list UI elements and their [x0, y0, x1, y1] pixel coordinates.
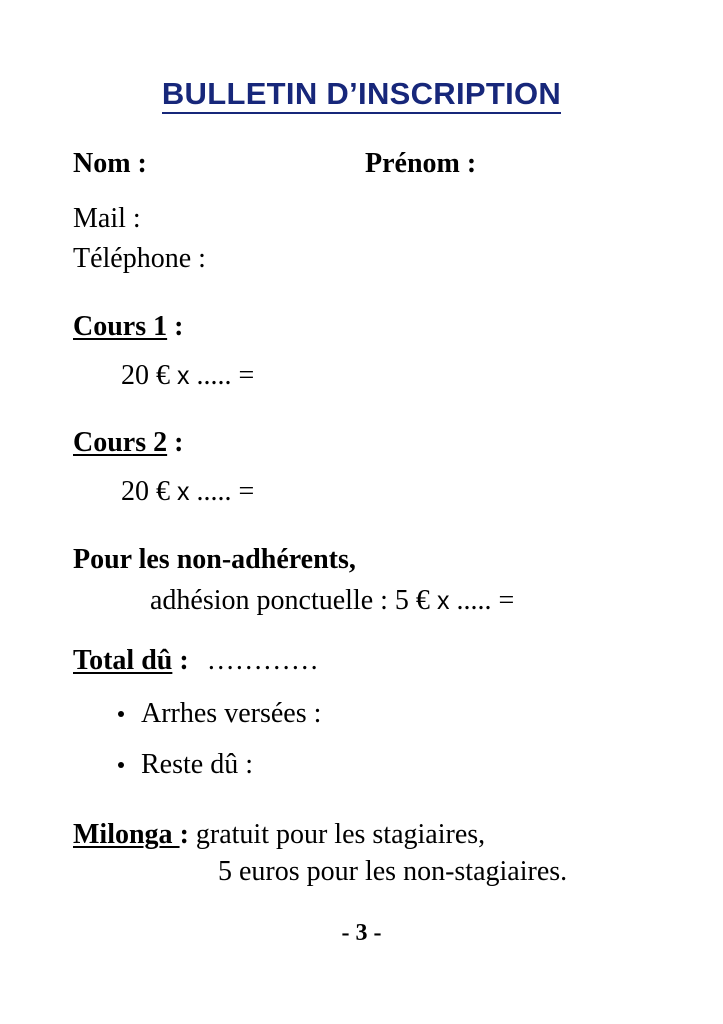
- total-dots: …………: [206, 645, 319, 676]
- cours2-line: [121, 475, 254, 509]
- milonga-line: [73, 818, 485, 852]
- nom-label: Nom :: [73, 148, 147, 179]
- payment-arrhes: Arrhes versées :: [141, 698, 322, 729]
- cours1-label: Cours 1: [73, 311, 168, 342]
- cours1-rest: ..... =: [189, 360, 255, 391]
- page-title: [0, 76, 723, 112]
- cours1-price: 20 €: [121, 360, 177, 391]
- milonga-label: Milonga: [73, 819, 180, 850]
- total-colon: :: [172, 645, 189, 676]
- cours2-heading: [73, 426, 183, 460]
- cours2-colon: :: [167, 427, 184, 458]
- total-label: Total dû: [73, 645, 173, 676]
- page-number: - 3 -: [341, 920, 382, 946]
- mail-label: Mail :: [73, 203, 141, 234]
- milonga-line1: gratuit pour les stagiaires,: [188, 819, 486, 850]
- bullet-icon: [118, 762, 124, 768]
- cours1-colon: :: [167, 311, 184, 342]
- bullet-icon: [118, 711, 124, 717]
- milonga-colon: :: [179, 819, 189, 850]
- cours2-price: 20 €: [121, 476, 177, 507]
- payment-item: [118, 748, 253, 782]
- cours1-heading: [73, 310, 183, 344]
- cours2-label: Cours 2: [73, 427, 168, 458]
- page-title-text: BULLETIN D’INSCRIPTION: [162, 76, 561, 114]
- adhesion-line: [150, 584, 514, 618]
- payment-reste: Reste dû :: [141, 749, 253, 780]
- payment-item: [118, 697, 321, 731]
- adhesion-rest: ..... =: [449, 585, 515, 616]
- prenom-label: Prénom :: [365, 148, 477, 179]
- total-line: [73, 644, 319, 678]
- cours1-line: [121, 359, 254, 393]
- cours2-rest: ..... =: [189, 476, 255, 507]
- non-adherents-heading: Pour les non-adhérents,: [73, 544, 356, 575]
- cours1-x: x: [177, 362, 190, 390]
- milonga-line2: 5 euros pour les non-stagiaires.: [218, 856, 568, 887]
- adhesion-x: x: [436, 587, 450, 615]
- adhesion-price: adhésion ponctuelle : 5 €: [150, 585, 437, 616]
- cours2-x: x: [177, 478, 190, 506]
- telephone-label: Téléphone :: [73, 243, 206, 274]
